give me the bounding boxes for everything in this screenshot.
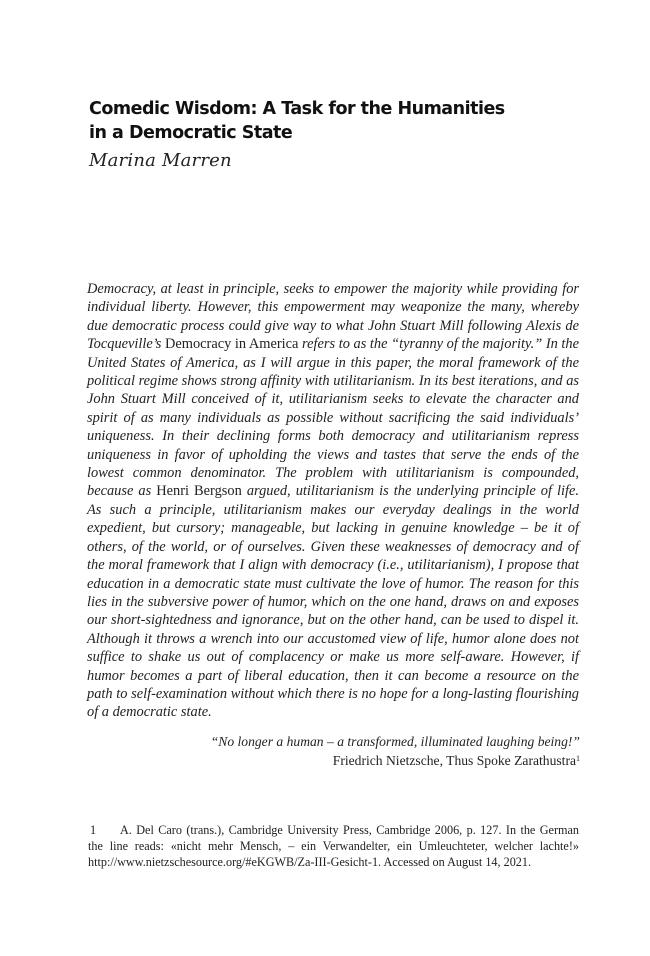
author-name: Marina Marren [89,150,232,171]
abstract [87,280,579,722]
epigraph-source [200,751,580,770]
abstract-book-title: Democracy in America [164,336,299,353]
epigraph [200,732,580,770]
footnote [88,822,579,871]
footnote-text: A. Del Caro (trans.), Cambridge University Press, Cambridge 2006, p. 127. In the German the line reads: «nicht mehr Mensch, – ein Verwandelter, ein Umleuchteter, welcher lachte!» http://www.nietzschesource.org/#eKGWB/Za-III-Gesicht-1. Accessed on August 14, 2021. [88,823,579,870]
epigraph-attribution: Friedrich Nietzsche, Thus Spoke Zarathustra [332,753,576,768]
abstract-text-3: argued, utilitarianism is the underlying principle of life. As such a principle, utilitarianism makes our everyday dealings in the world expedient, but cursory; manageable, but lacking in genuine knowledge – be it of others, of the world, or of ourselves. Given these weaknesses of democracy and of the moral framework that I align with democracy (i.e., utilitarianism), I propose that education in a democratic state must cultivate the love of humor. The reason for this lies in the subversive power of humor, which on the one hand, draws on and exposes our short-sightedness and ignorance, but on the other hand, can be used to dispel it. Although it throws a wrench into our accustomed view of life, humor alone does not suffice to shake us out of complacency or make us more self-aware. However, if humor becomes a part of liberal education, then it can become a resource on the path to self-examination without which there is no hope for a long-lasting flourishing of a democratic state. [87,483,580,721]
footnote-marker: 1 [576,754,580,763]
paper-title-line-1: Comedic Wisdom: A Task for the Humanities [89,99,505,119]
footnote-number: 1 [90,823,97,837]
abstract-name-bergson: Henri Bergson [156,483,242,500]
abstract-text-1: Democracy, at least in principle, seeks to empower the majority while providing for individual liberty. However, this empowerment may weaponize the many, whereby due democratic process could give way to what John Stuart Mill following Alexis de Tocqueville’s [87,281,579,353]
epigraph-quote: “No longer a human – a transformed, illuminated laughing being!” [210,734,580,749]
paper-title [89,97,549,145]
abstract-text-2: refers to as the “tyranny of the majority.” In the United States of America, as I will argue in this paper, the moral framework of the political regime shows strong affinity with utilitarianism. In its best iterations, and as John Stuart Mill conceived of it, utilitarianism seeks to elevate the character and spirit of as many individuals as possible without sacrificing the said individuals’ uniqueness. In their declining forms both democracy and utilitarianism repress uniqueness in favor of upholding the views and tastes that serve the ends of the lowest common denominator. The problem with utilitarianism is compounded, because as [87,336,580,500]
paper-title-line-2: in a Democratic State [89,123,293,143]
